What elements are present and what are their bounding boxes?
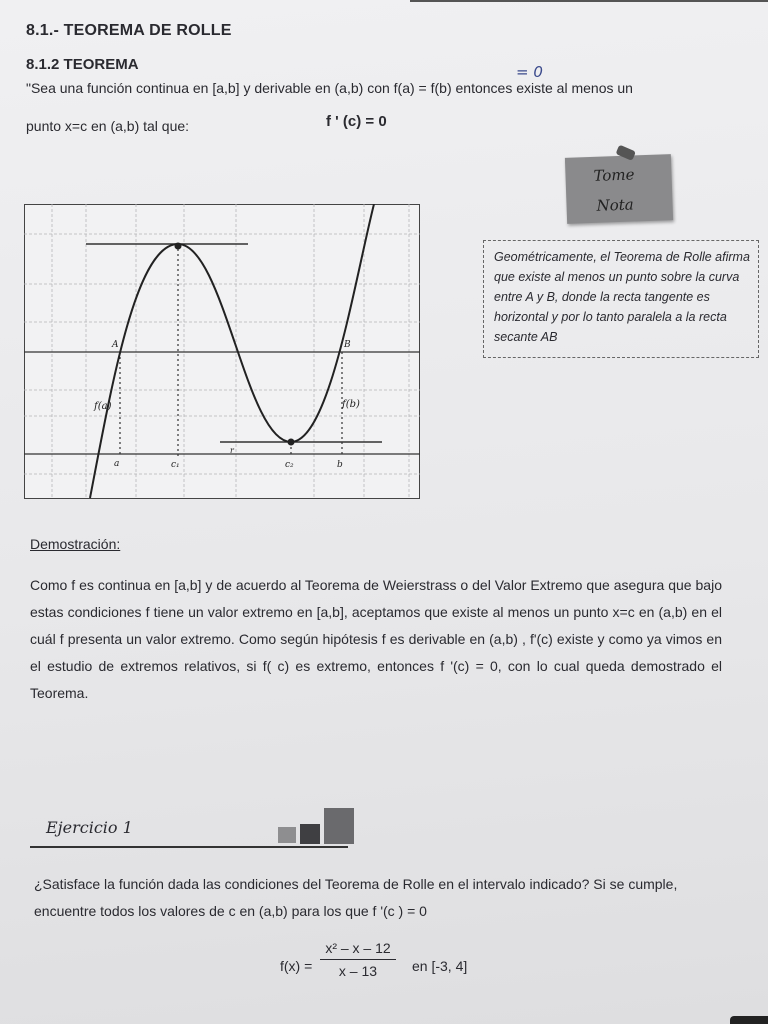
handwritten-note: = 0 [516, 63, 543, 81]
label-fa: f(a) [94, 401, 112, 412]
label-c1: c₁ [171, 460, 180, 470]
label-fb: f(b) [342, 399, 360, 410]
max-point [175, 243, 182, 250]
label-r: r [230, 446, 234, 455]
decor-square-medium [300, 824, 320, 844]
rolle-graph [24, 204, 420, 500]
label-B: B [344, 340, 351, 350]
pin-icon [616, 145, 636, 161]
min-point [288, 439, 295, 446]
theorem-line-1: "Sea una función continua en [a,b] y derivable en (a,b) con f(a) = f(b) entonces existe al menos un [26, 80, 633, 96]
label-b: b [337, 460, 343, 470]
sticky-line-2: Nota [596, 195, 635, 215]
geometric-note-text: Geométricamente, el Teorema de Rolle afirma que existe al menos un punto sobre la curva entre A y B, donde la recta tangente es horizontal y por lo tanto paralela a la recta secante AB [494, 250, 750, 344]
ejercicio-text: ¿Satisface la función dada las condiciones del Teorema de Rolle en el intervalo indicado? Si se cumple, encuentre todos los valores de c en (a,b) para los que f '(c ) = 0 [34, 876, 678, 919]
section-subtitle: 8.1.2 TEOREMA [26, 56, 139, 73]
section-title: 8.1.- TEOREMA DE ROLLE [26, 22, 232, 39]
sticky-line-1: Tome [593, 165, 635, 185]
function-label: f(x) = [280, 958, 313, 974]
theorem-formula: f ' (c) = 0 [326, 113, 387, 130]
demostracion-title: Demostración: [30, 536, 121, 552]
demostracion-text: Como f es continua en [a,b] y de acuerdo al Teorema de Weierstrass o del Valor Extremo que asegura que bajo estas condiciones f tiene un valor extremo en [a,b], aceptamos que existe al menos un punto x=c en (a,b) en el cuál f presenta un valor extremo. Como según hipótesis f es derivable en (a,b) , f'(c) existe y como ya vimos en el estudio de extremos relativos, si f( c) es extremo, entonces f '(c) = 0, con lo cual queda demostrado el Teorema. [30, 577, 722, 701]
ejercicio-title: Ejercicio 1 [46, 818, 133, 837]
tome-nota-sticky [565, 154, 673, 224]
function-interval: en [-3, 4] [412, 958, 468, 974]
decor-square-small [278, 827, 296, 843]
label-A: A [112, 340, 119, 350]
label-a: a [114, 459, 120, 469]
bottom-edge-mark [730, 1016, 768, 1024]
ejercicio-rule [30, 846, 348, 848]
label-c2: c₂ [285, 460, 294, 470]
geometric-note-box [483, 240, 759, 358]
fraction-numerator: x² – x – 12 [320, 940, 396, 960]
decor-square-large [324, 808, 354, 844]
fraction-denominator: x – 13 [338, 963, 378, 979]
theorem-line-2: punto x=c en (a,b) tal que: [26, 118, 190, 134]
top-rule [410, 0, 768, 2]
function-fraction [320, 940, 396, 979]
